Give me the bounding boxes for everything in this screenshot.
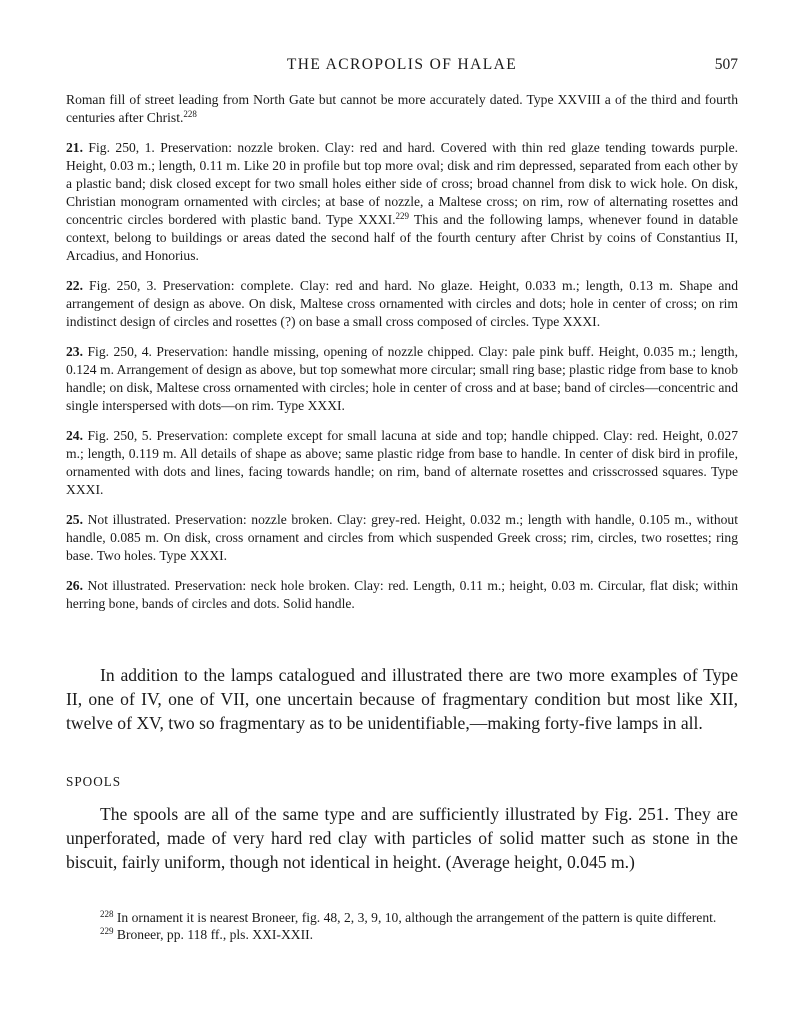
footnote-ref-229: 229 <box>395 211 410 221</box>
entry-text: Fig. 250, 3. Preservation: complete. Clay: red and hard. No glaze. Height, 0.033 m.; length, 0.13 m. Shape and arrangement of design as above. On disk, Maltese cross ornamented with circles and dots; hole in center of cross; on rim indistinct design of circles and rosettes (?) on base a small cross composed of circles. Type XXXI. <box>66 278 738 329</box>
entry-text: Fig. 250, 5. Preservation: complete except for small lacuna at side and top; handle chipped. Clay: red. Height, 0.027 m.; length, 0.119 m. All details of shape as above; same plastic ridge from base to handle. In center of disk bird in profile, ornamented with dots and lines, facing towards handle; on rim, band of alternate rosettes and crisscrossed squares. Type XXXI. <box>66 428 738 497</box>
entry-number: 24. <box>66 428 83 443</box>
entry-text: Fig. 250, 1. Preservation: nozzle broken. Clay: red and hard. Covered with thin red glaze tending towards purple. Height, 0.03 m.; length, 0.11 m. Like 20 in profile but top more oval; disk and rim depressed, separated from each other by a plastic band; disk closed except for two small holes either side of cross; broad channel from disk to wick hole. On disk, Christian monogram ornamented with circles; at base of nozzle, a Maltese cross; on rim, row of alternating rosettes and concentric circles bordered with plastic band. Type XXXI. <box>66 140 738 227</box>
entry-number: 22. <box>66 278 83 293</box>
spools-section <box>66 774 738 874</box>
footnote-text: In ornament it is nearest Broneer, fig. 48, 2, 3, 9, 10, although the arrangement of the pattern is quite different. <box>113 910 717 925</box>
entry-text-continued: This and the following lamps, whenever found in datable context, belong to buildings or areas dated the second half of the fourth century after Christ by coins of Constantius II, Arcadius, and Honorius. <box>66 212 738 263</box>
entry-text: Fig. 250, 4. Preservation: handle missing, opening of nozzle chipped. Clay: pale pink buff. Height, 0.035 m.; length, 0.124 m. Arrangement of design as above, but top somewhat more circular; small ring base; plastic ridge from base to knob handle; on disk, Maltese cross ornamented with circles; hole in center of cross and at base; band of circles—concentric and single interspersed with dots—on rim. Type XXXI. <box>66 344 738 413</box>
entry-text: Not illustrated. Preservation: nozzle broken. Clay: grey-red. Height, 0.032 m.; length with handle, 0.105 m., without handle, 0.085 m. On disk, cross ornament and circles from which suspended Greek cross; rim, circles, two rosettes; ring base. Two holes. Type XXXI. <box>66 512 738 563</box>
catalogue-entry-21 <box>66 139 738 265</box>
entry-number: 21. <box>66 140 83 155</box>
footnote-ref-228: 228 <box>183 109 197 119</box>
footnotes <box>66 909 738 943</box>
footnote-228 <box>66 909 738 926</box>
footnote-number: 229 <box>100 926 114 936</box>
entry-text: Not illustrated. Preservation: neck hole broken. Clay: red. Length, 0.11 m.; height, 0.03 m. Circular, flat disk; within herring bone, bands of circles and dots. Solid handle. <box>66 578 738 611</box>
catalogue-entry-25 <box>66 511 738 565</box>
running-title: THE ACROPOLIS OF HALAE <box>286 56 518 73</box>
page-header <box>66 56 738 78</box>
catalogue-entry-23 <box>66 343 738 415</box>
footnote-number: 228 <box>100 909 114 919</box>
page-number: 507 <box>714 56 738 73</box>
catalogue-section <box>66 91 738 625</box>
spools-heading: SPOOLS <box>66 774 122 789</box>
intro-paragraph <box>66 91 738 127</box>
intro-text: Roman fill of street leading from North Gate but cannot be more accurately dated. Type XXVIII a of the third and fourth centuries after Christ. <box>66 92 738 125</box>
spools-paragraph: The spools are all of the same type and are sufficiently illustrated by Fig. 251. They are unperforated, made of very hard red clay with particles of solid matter such as stone in the biscuit, fairly uniform, though not identical in height. (Average height, 0.045 m.) <box>66 804 738 872</box>
entry-number: 26. <box>66 578 83 593</box>
summary-section <box>66 663 738 735</box>
footnote-229 <box>66 926 738 943</box>
catalogue-entry-22 <box>66 277 738 331</box>
entry-number: 25. <box>66 512 83 527</box>
footnote-text: Broneer, pp. 118 ff., pls. XXI-XXII. <box>113 927 314 942</box>
catalogue-entry-24 <box>66 427 738 499</box>
summary-paragraph: In addition to the lamps catalogued and illustrated there are two more examples of Type II, one of IV, one of VII, one uncertain because of fragmentary condition but most like XII, twelve of XV, two so fragmentary as to be unidentifiable,—making forty-five lamps in all. <box>66 665 738 733</box>
entry-number: 23. <box>66 344 83 359</box>
catalogue-entry-26 <box>66 577 738 613</box>
